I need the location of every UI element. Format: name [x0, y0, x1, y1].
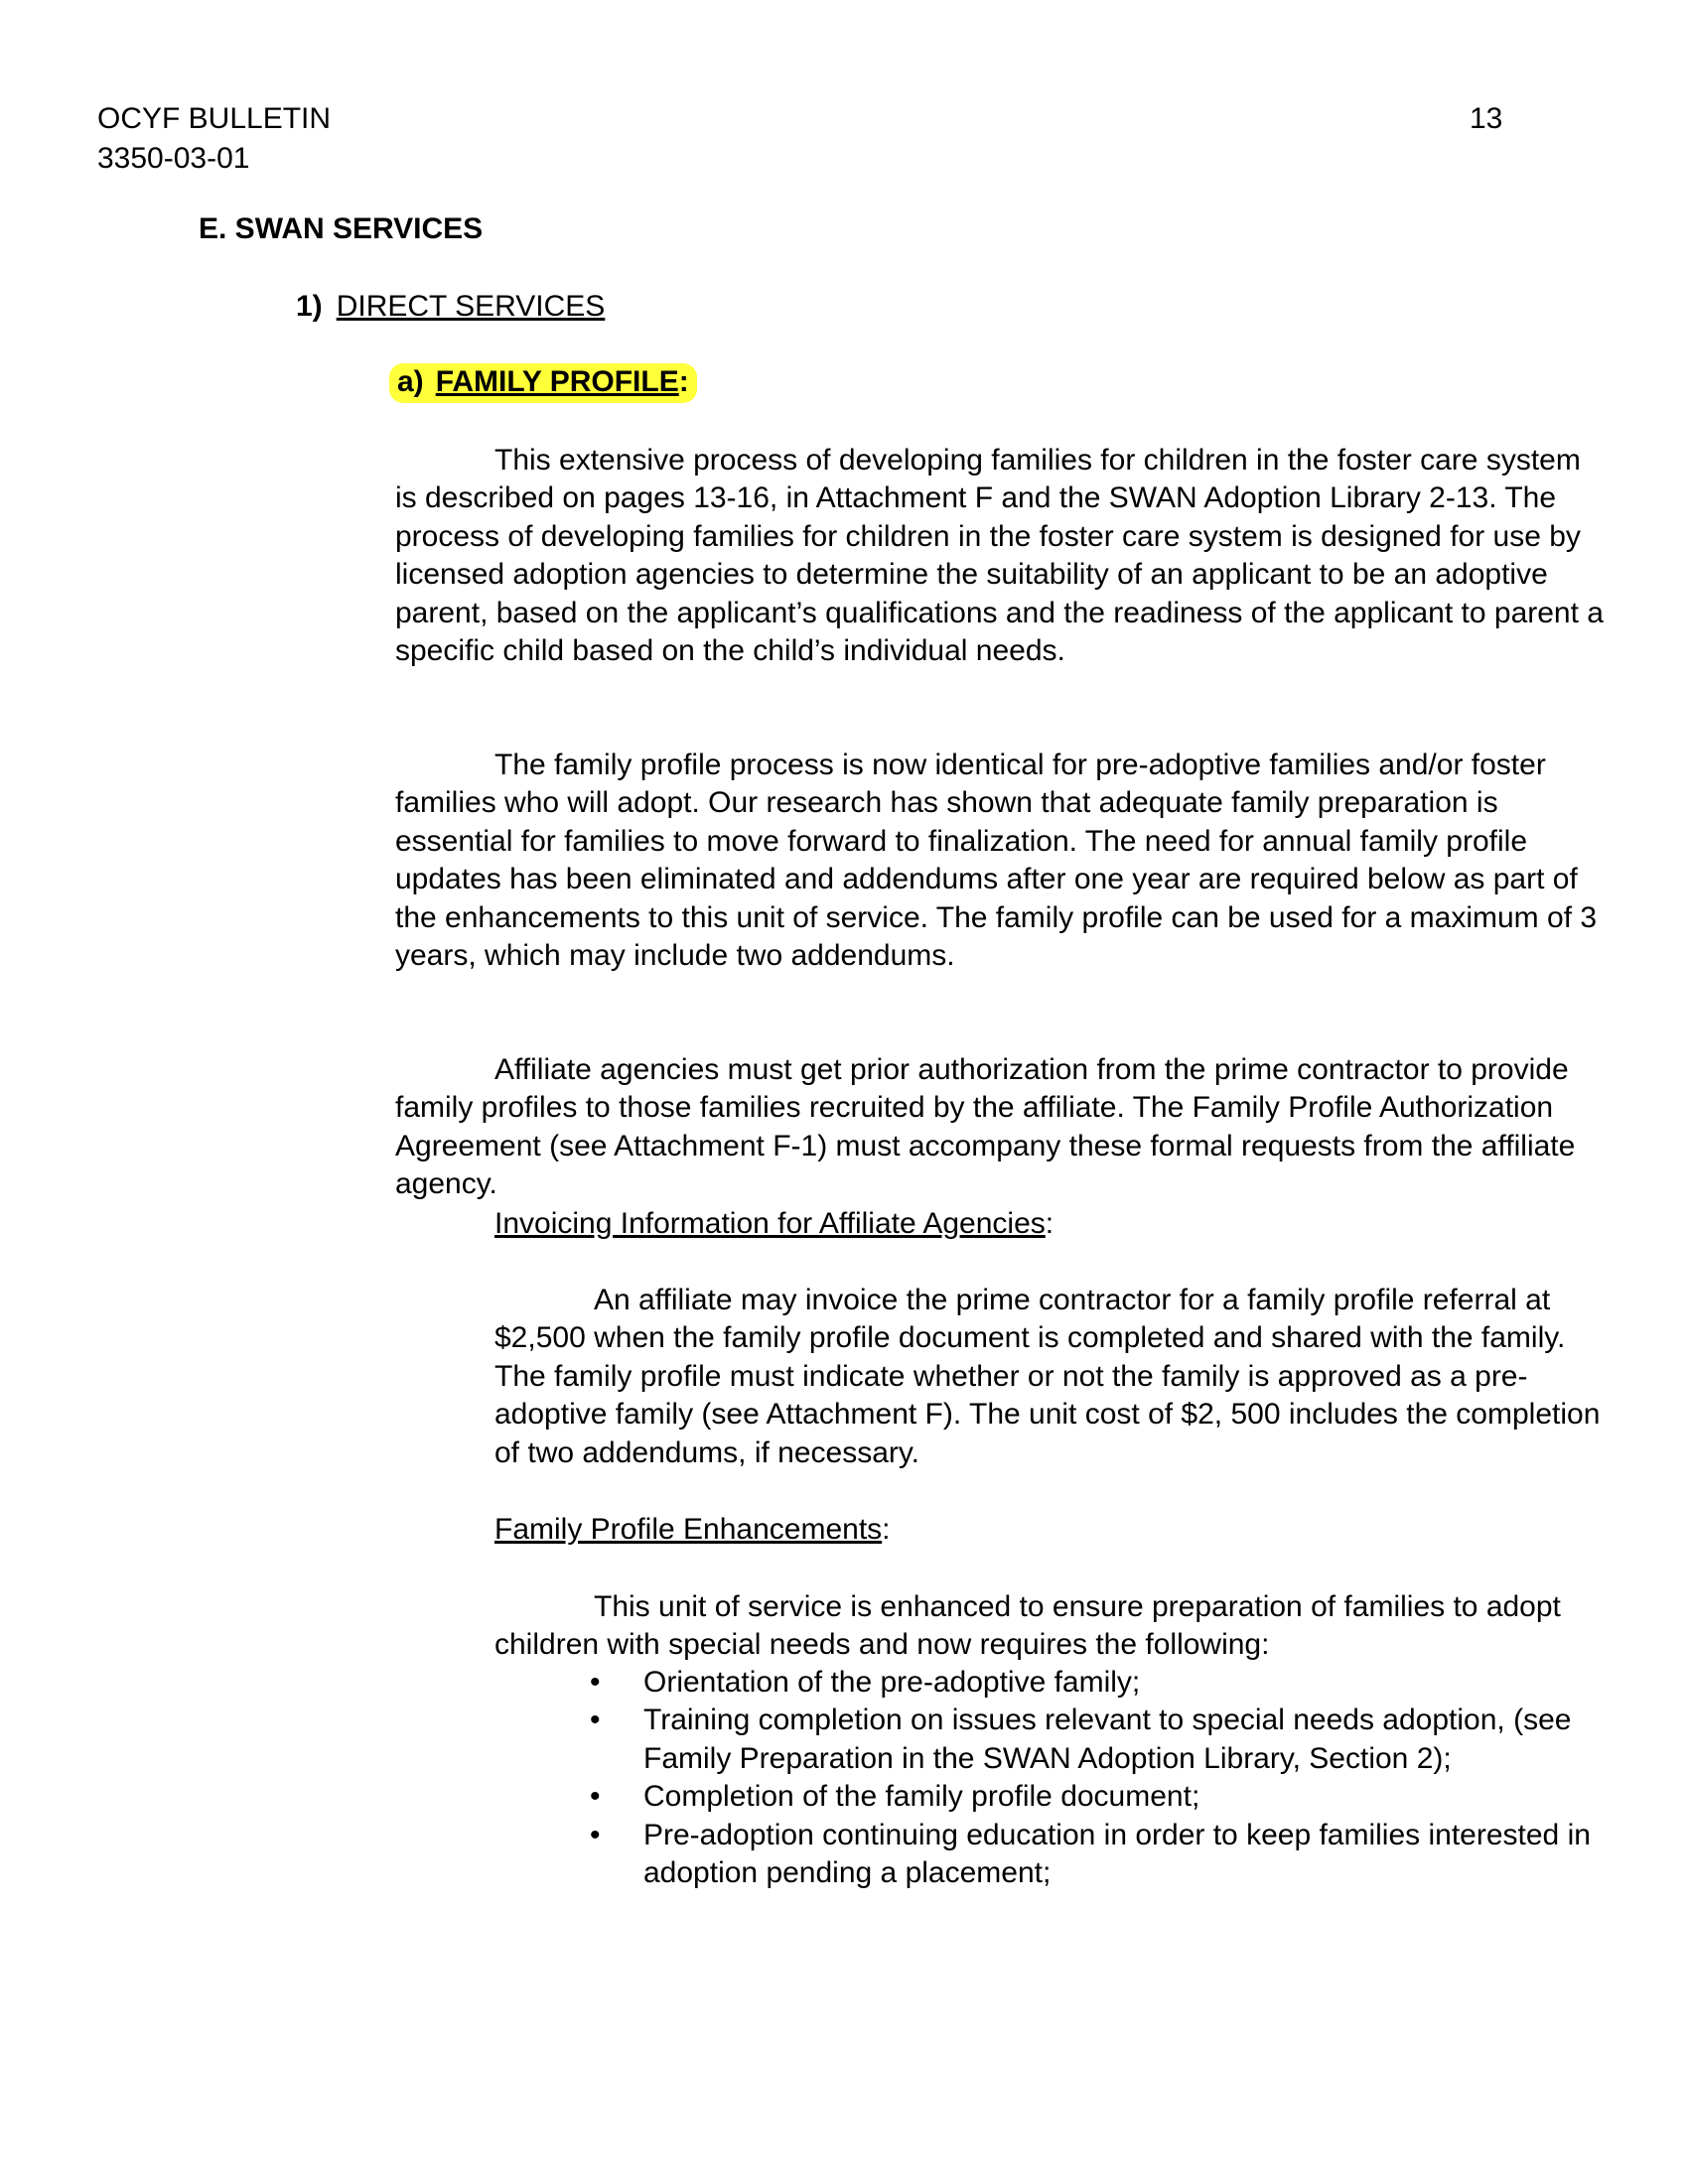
section-a-title: FAMILY PROFILE [435, 365, 679, 398]
bulletin-number: 3350-03-01 [97, 142, 250, 175]
invoicing-subheading-suffix: : [1045, 1207, 1055, 1240]
section-1-number: 1) [296, 290, 323, 323]
paragraph-affiliate-authorization [395, 1051, 1607, 1204]
paragraph-text: Affiliate agencies must get prior authorization from the prime contractor to provide family profiles to those families recruited by the affiliate. The Family Profile Authorization Agreement (see Attachment F-1) must accompany these formal requests from the affiliate agency. [395, 1053, 1576, 1201]
requirements-list [590, 1664, 1607, 1892]
page-number: 13 [1470, 102, 1503, 135]
list-item [590, 1817, 1607, 1893]
list-item-text: Completion of the family profile document; [643, 1780, 1200, 1814]
section-1-heading [296, 290, 605, 324]
list-item-text: Orientation of the pre-adoptive family; [643, 1666, 1141, 1699]
section-a-suffix: : [678, 365, 689, 398]
list-item-text: Pre-adoption continuing education in order to keep families interested in adoption pending a placement; [643, 1818, 1591, 1890]
section-a-number: a) [397, 365, 424, 398]
bullet-icon: • [590, 1780, 601, 1814]
bullet-icon: • [590, 1818, 601, 1851]
enhancements-subheading-text: Family Profile Enhancements [494, 1513, 883, 1546]
paragraph-invoicing [494, 1282, 1607, 1472]
bullet-icon: • [590, 1704, 601, 1737]
invoicing-subheading [494, 1205, 1607, 1243]
list-item [590, 1702, 1607, 1778]
bullet-icon: • [590, 1666, 601, 1699]
bulletin-header [97, 99, 331, 179]
section-1-title: DIRECT SERVICES [336, 290, 606, 323]
paragraph-family-profile-intro [395, 442, 1607, 670]
paragraph-text: The family profile process is now identical for pre-adoptive families and/or foster families who will adopt. Our research has shown that adequate family preparation is essential for families to move forward to finalization. The need for annual family profile updates has been eliminated and addendums after one year are required below as part of the enhancements to this unit of service. The family profile can be used for a maximum of 3 years, which may include two addendums. [395, 749, 1598, 973]
section-e-heading: E. SWAN SERVICES [199, 212, 484, 245]
paragraph-text: This unit of service is enhanced to ensure preparation of families to adopt children with special needs and now requires the following: [494, 1590, 1561, 1662]
enhancements-subheading-suffix: : [882, 1513, 891, 1546]
list-item [590, 1778, 1607, 1816]
paragraph-text: This extensive process of developing families for children in the foster care system is described on pages 13-16, in Attachment F and the SWAN Adoption Library 2-13. The process of developing families for children in the foster care system is designed for use by licensed adoption agencies to determine the suitability of an applicant to be an adoptive parent, based on the applicant’s qualifications and the readiness of the applicant to parent a specific child based on the child’s individual needs. [395, 444, 1604, 668]
section-a-heading [389, 363, 697, 403]
enhancements-subheading [494, 1511, 1607, 1549]
paragraph-family-profile-process [395, 747, 1607, 975]
list-item [590, 1664, 1607, 1702]
invoicing-subheading-text: Invoicing Information for Affiliate Agencies [494, 1207, 1046, 1240]
paragraph-enhancements [494, 1588, 1607, 1665]
paragraph-text: An affiliate may invoice the prime contractor for a family profile referral at $2,500 when the family profile document is completed and shared with the family. The family profile must indicate whether or not the family is approved as a pre-adoptive family (see Attachment F). The unit cost of $2, 500 includes the completion of two addendums, if necessary. [494, 1284, 1601, 1469]
bulletin-title: OCYF BULLETIN [97, 102, 332, 135]
list-item-text: Training completion on issues relevant to special needs adoption, (see Family Preparation in the SWAN Adoption Library, Section 2); [643, 1704, 1572, 1775]
